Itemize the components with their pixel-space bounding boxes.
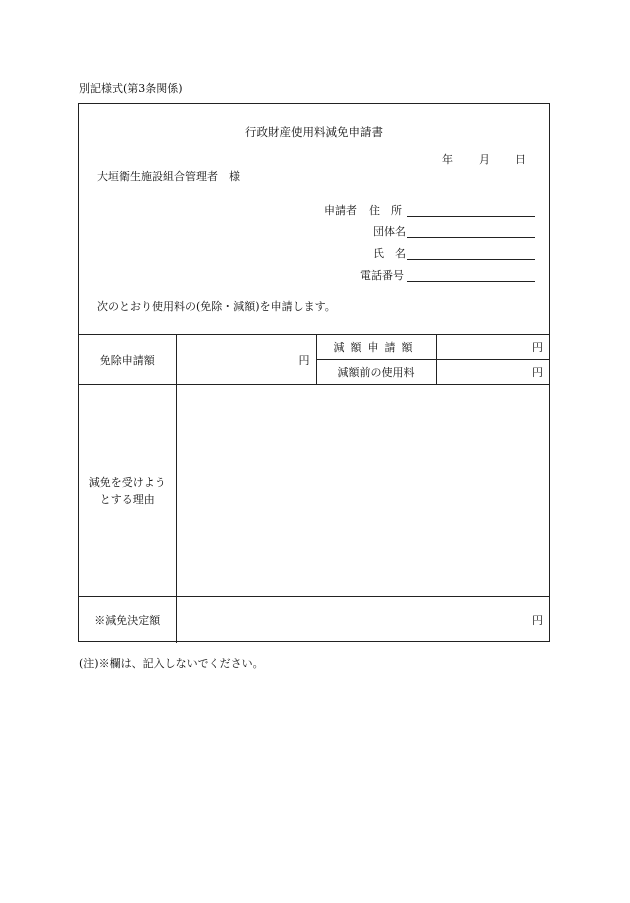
footnote: (注)※欄は、記入しないでください。 [79,657,264,670]
pre-reduction-amount-field[interactable] [436,360,549,385]
date-day: 日 [515,153,526,166]
addressee: 大垣衛生施設組合管理者 様 [97,170,240,183]
name-label: 氏 名 [373,247,406,260]
yen-unit: 円 [298,353,310,367]
reduction-amount-field[interactable] [436,335,549,360]
organization-label: 団体名 [373,225,406,238]
decision-amount-field[interactable] [176,597,549,643]
date-month: 月 [479,153,490,166]
header-note: 別記様式(第3条関係) [79,82,183,95]
pre-reduction-label: 減額前の使用料 [316,360,436,385]
reason-label-line-1: 減免を受けよう [88,475,166,489]
request-text: 次のとおり使用料の(免除・減額)を申請します。 [97,300,336,313]
form-title: 行政財産使用料減免申請書 [245,125,383,139]
applicant-label: 申請者 [324,204,357,217]
fee-table [79,334,549,643]
phone-label: 電話番号 [360,269,404,282]
exemption-amount-field[interactable] [176,335,316,385]
date-year: 年 [442,153,453,166]
decision-label: ※減免決定額 [79,597,176,643]
reason-label [79,385,176,597]
exemption-label: 免除申請額 [79,335,176,385]
reduction-label: 減額申請額 [316,335,436,360]
address-label: 住 所 [369,204,402,217]
organization-field[interactable] [407,237,535,238]
phone-field[interactable] [407,281,535,282]
name-field[interactable] [407,259,535,260]
application-form [78,103,550,642]
yen-unit: 円 [532,366,543,379]
yen-unit: 円 [532,613,543,627]
address-field[interactable] [407,216,535,217]
reason-field[interactable] [176,385,549,597]
reason-label-line-2: とする理由 [99,492,155,506]
yen-unit: 円 [532,341,543,354]
